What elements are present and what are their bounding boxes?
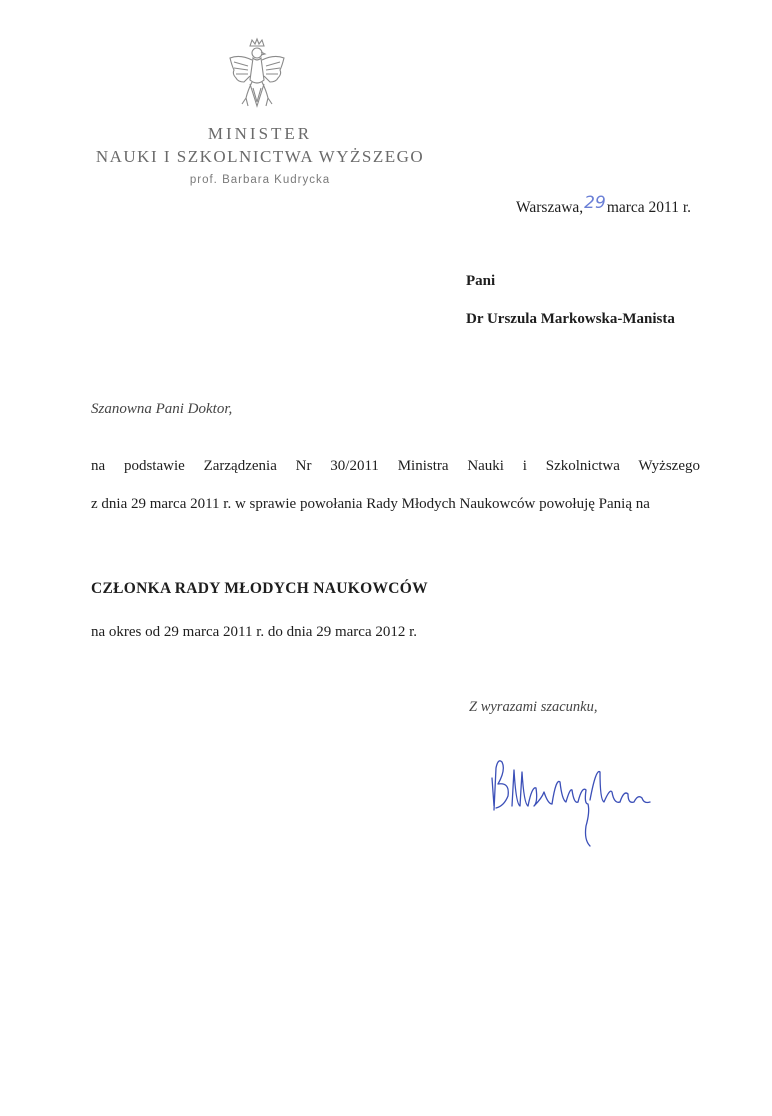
letterhead — [60, 124, 460, 186]
letterhead-title: MINISTER — [207, 124, 313, 143]
recipient-name: Dr Urszula Markowska-Manista — [466, 311, 675, 327]
letterhead-minister-name: prof. Barbara Kudrycka — [189, 174, 331, 186]
body-line-2: z dnia 29 marca 2011 r. w sprawie powołania Rady Młodych Naukowców powołuję Panią na — [91, 496, 650, 512]
date-day-handwritten: 29 — [584, 193, 606, 213]
appointment-heading: CZŁONKA RADY MŁODYCH NAUKOWCÓW — [91, 580, 428, 597]
handwritten-signature-icon — [486, 748, 656, 848]
letterhead-subtitle: NAUKI I SZKOLNICTWA WYŻSZEGO — [95, 147, 425, 166]
eagle-emblem-icon — [226, 36, 288, 112]
recipient-title: Pani — [466, 273, 496, 289]
date-place: Warszawa, — [516, 199, 584, 216]
salutation: Szanowna Pani Doktor, — [91, 401, 233, 417]
date-rest: marca 2011 r. — [606, 199, 692, 216]
appointment-period: na okres od 29 marca 2011 r. do dnia 29 marca 2012 r. — [91, 624, 418, 640]
body-line-1: na podstawie Zarządzenia Nr 30/2011 Ministra Nauki i Szkolnictwa Wyższego — [91, 458, 700, 474]
closing-phrase: Z wyrazami szacunku, — [469, 699, 598, 715]
date-line — [516, 193, 692, 217]
